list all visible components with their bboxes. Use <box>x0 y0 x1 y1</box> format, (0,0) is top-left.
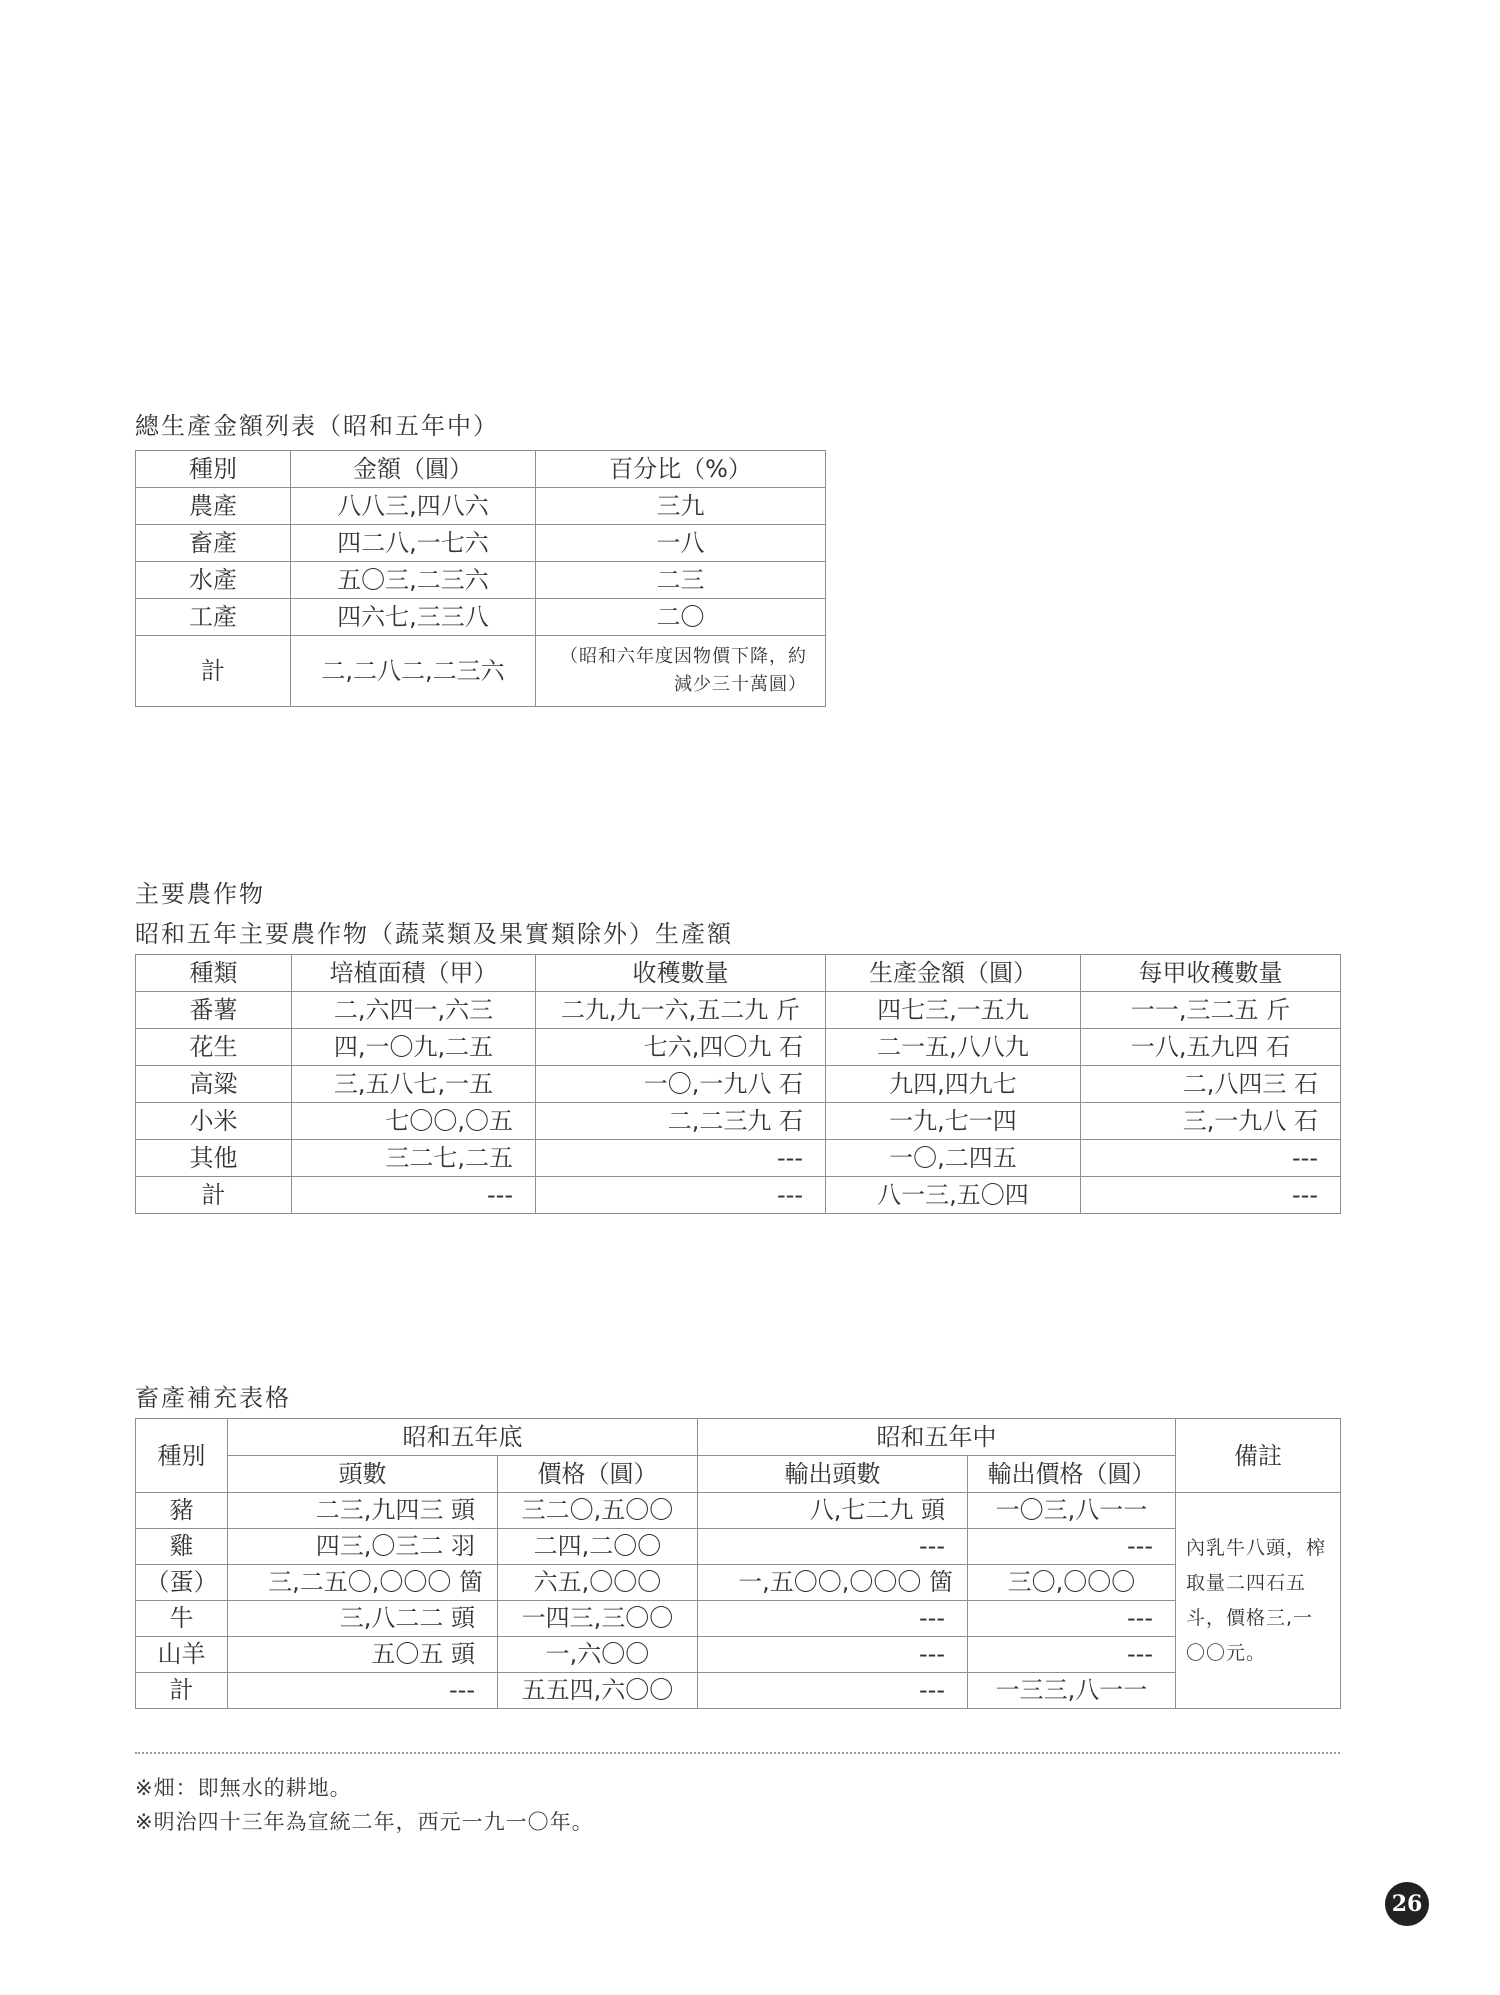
header-percent: 百分比（%） <box>536 451 826 488</box>
table-total-row <box>136 636 826 707</box>
cell-export-count: 八,七二九 頭 <box>698 1493 968 1529</box>
table3-title: 畜產補充表格 <box>135 1384 291 1412</box>
header-harvest: 收穫數量 <box>536 955 826 992</box>
livestock-table <box>135 1418 1341 1709</box>
cell-area: 三二七,二五 <box>292 1140 536 1177</box>
major-crops-table <box>135 954 1341 1214</box>
cell-value: 九四,四九七 <box>826 1066 1081 1103</box>
cell-export-price: --- <box>968 1601 1176 1637</box>
table-row <box>136 1140 1341 1177</box>
cell-area: 三,五八七,一五 <box>292 1066 536 1103</box>
cell-price: 六五,〇〇〇 <box>498 1565 698 1601</box>
cell-amount: 八八三,四八六 <box>291 488 536 525</box>
table-row <box>136 1529 1341 1565</box>
cell-value: 四七三,一五九 <box>826 992 1081 1029</box>
header-value: 生產金額（圓） <box>826 955 1081 992</box>
cell-yield: --- <box>1081 1140 1341 1177</box>
cell-kind: 水產 <box>136 562 291 599</box>
footnote: ※畑：即無水的耕地。 <box>135 1776 352 1800</box>
table-row <box>136 1493 1341 1529</box>
table1-title: 總生產金額列表（昭和五年中） <box>135 412 499 440</box>
table-row <box>136 562 826 599</box>
cell-harvest: 七六,四〇九 石 <box>536 1029 826 1066</box>
cell-export-count: 一,五〇〇,〇〇〇 箇 <box>698 1565 968 1601</box>
cell-harvest: --- <box>536 1177 826 1214</box>
cell-crop: 小米 <box>136 1103 292 1140</box>
header-year-end: 昭和五年底 <box>228 1419 698 1456</box>
table-row <box>136 1601 1341 1637</box>
header-area: 培植面積（甲） <box>292 955 536 992</box>
cell-total-label: 計 <box>136 636 291 707</box>
cell-harvest: 二九,九一六,五二九 斤 <box>536 992 826 1029</box>
cell-head-count: 四三,〇三二 羽 <box>228 1529 498 1565</box>
cell-head-count: 二三,九四三 頭 <box>228 1493 498 1529</box>
cell-crop: 其他 <box>136 1140 292 1177</box>
cell-crop: 番薯 <box>136 992 292 1029</box>
cell-kind: 工產 <box>136 599 291 636</box>
table-total-row <box>136 1673 1341 1709</box>
cell-kind: 農產 <box>136 488 291 525</box>
cell-yield: 一八,五九四 石 <box>1081 1029 1341 1066</box>
table-row <box>136 1103 1341 1140</box>
cell-amount: 四二八,一七六 <box>291 525 536 562</box>
table-header-row <box>136 1419 1341 1456</box>
cell-price: 五五四,六〇〇 <box>498 1673 698 1709</box>
cell-kind: 計 <box>136 1673 228 1709</box>
cell-crop: 花生 <box>136 1029 292 1066</box>
cell-percent: 二三 <box>536 562 826 599</box>
cell-total-amount: 二,二八二,二三六 <box>291 636 536 707</box>
cell-export-price: 一〇三,八一一 <box>968 1493 1176 1529</box>
header-export-count: 輸出頭數 <box>698 1456 968 1493</box>
cell-area: 二,六四一,六三 <box>292 992 536 1029</box>
cell-percent: 一八 <box>536 525 826 562</box>
cell-price: 二四,二〇〇 <box>498 1529 698 1565</box>
total-production-table <box>135 450 826 707</box>
table-row <box>136 1029 1341 1066</box>
cell-total-note: （昭和六年度因物價下降，約減少三十萬圓） <box>536 636 826 707</box>
cell-kind: 山羊 <box>136 1637 228 1673</box>
cell-percent: 三九 <box>536 488 826 525</box>
cell-area: 四,一〇九,二五 <box>292 1029 536 1066</box>
cell-crop: 高粱 <box>136 1066 292 1103</box>
cell-percent: 二〇 <box>536 599 826 636</box>
header-amount: 金額（圓） <box>291 451 536 488</box>
cell-export-count: --- <box>698 1637 968 1673</box>
cell-kind: 雞 <box>136 1529 228 1565</box>
header-kind: 種別 <box>136 1419 228 1493</box>
header-price: 價格（圓） <box>498 1456 698 1493</box>
table-row <box>136 1637 1341 1673</box>
table-row <box>136 1565 1341 1601</box>
cell-kind: 豬 <box>136 1493 228 1529</box>
cell-value: 一九,七一四 <box>826 1103 1081 1140</box>
cell-yield: 三,一九八 石 <box>1081 1103 1341 1140</box>
header-head-count: 頭數 <box>228 1456 498 1493</box>
table2-title: 昭和五年主要農作物（蔬菜類及果實類除外）生產額 <box>135 920 733 948</box>
table-total-row <box>136 1177 1341 1214</box>
cell-export-count: --- <box>698 1529 968 1565</box>
cell-kind: （蛋） <box>136 1565 228 1601</box>
cell-kind: 畜產 <box>136 525 291 562</box>
cell-price: 一,六〇〇 <box>498 1637 698 1673</box>
cell-value: 一〇,二四五 <box>826 1140 1081 1177</box>
cell-head-count: 五〇五 頭 <box>228 1637 498 1673</box>
header-yield-per-jia: 每甲收穫數量 <box>1081 955 1341 992</box>
cell-yield: --- <box>1081 1177 1341 1214</box>
header-crop: 種類 <box>136 955 292 992</box>
cell-harvest: 一〇,一九八 石 <box>536 1066 826 1103</box>
cell-value: 二一五,八八九 <box>826 1029 1081 1066</box>
cell-export-price: --- <box>968 1529 1176 1565</box>
cell-price: 一四三,三〇〇 <box>498 1601 698 1637</box>
table-header-row <box>136 451 826 488</box>
cell-amount: 四六七,三三八 <box>291 599 536 636</box>
cell-head-count: 三,二五〇,〇〇〇 箇 <box>228 1565 498 1601</box>
cell-export-count: --- <box>698 1601 968 1637</box>
cell-amount: 五〇三,二三六 <box>291 562 536 599</box>
cell-harvest: --- <box>536 1140 826 1177</box>
cell-kind: 牛 <box>136 1601 228 1637</box>
table-header-row <box>136 955 1341 992</box>
cell-area: 七〇〇,〇五 <box>292 1103 536 1140</box>
cell-harvest: 二,二三九 石 <box>536 1103 826 1140</box>
cell-value: 八一三,五〇四 <box>826 1177 1081 1214</box>
cell-head-count: --- <box>228 1673 498 1709</box>
cell-crop: 計 <box>136 1177 292 1214</box>
section-title: 主要農作物 <box>135 880 265 908</box>
cell-head-count: 三,八二二 頭 <box>228 1601 498 1637</box>
cell-export-count: --- <box>698 1673 968 1709</box>
cell-price: 三二〇,五〇〇 <box>498 1493 698 1529</box>
cell-area: --- <box>292 1177 536 1214</box>
page-number: 26 <box>1385 1882 1429 1926</box>
cell-export-price: 一三三,八一一 <box>968 1673 1176 1709</box>
table-row <box>136 525 826 562</box>
table-row <box>136 1066 1341 1103</box>
table-row <box>136 599 826 636</box>
cell-remark: 內乳牛八頭，榨取量二四石五斗，價格三,一〇〇元。 <box>1176 1493 1341 1709</box>
cell-yield: 一一,三二五 斤 <box>1081 992 1341 1029</box>
header-remark: 備註 <box>1176 1419 1341 1493</box>
table-row <box>136 488 826 525</box>
table-row <box>136 992 1341 1029</box>
header-mid-year: 昭和五年中 <box>698 1419 1176 1456</box>
cell-export-price: 三〇,〇〇〇 <box>968 1565 1176 1601</box>
dotted-divider <box>135 1752 1340 1754</box>
footnote: ※明治四十三年為宣統二年，西元一九一〇年。 <box>135 1810 594 1834</box>
cell-yield: 二,八四三 石 <box>1081 1066 1341 1103</box>
table-subheader-row <box>136 1456 1341 1493</box>
header-export-price: 輸出價格（圓） <box>968 1456 1176 1493</box>
cell-export-price: --- <box>968 1637 1176 1673</box>
header-kind: 種別 <box>136 451 291 488</box>
